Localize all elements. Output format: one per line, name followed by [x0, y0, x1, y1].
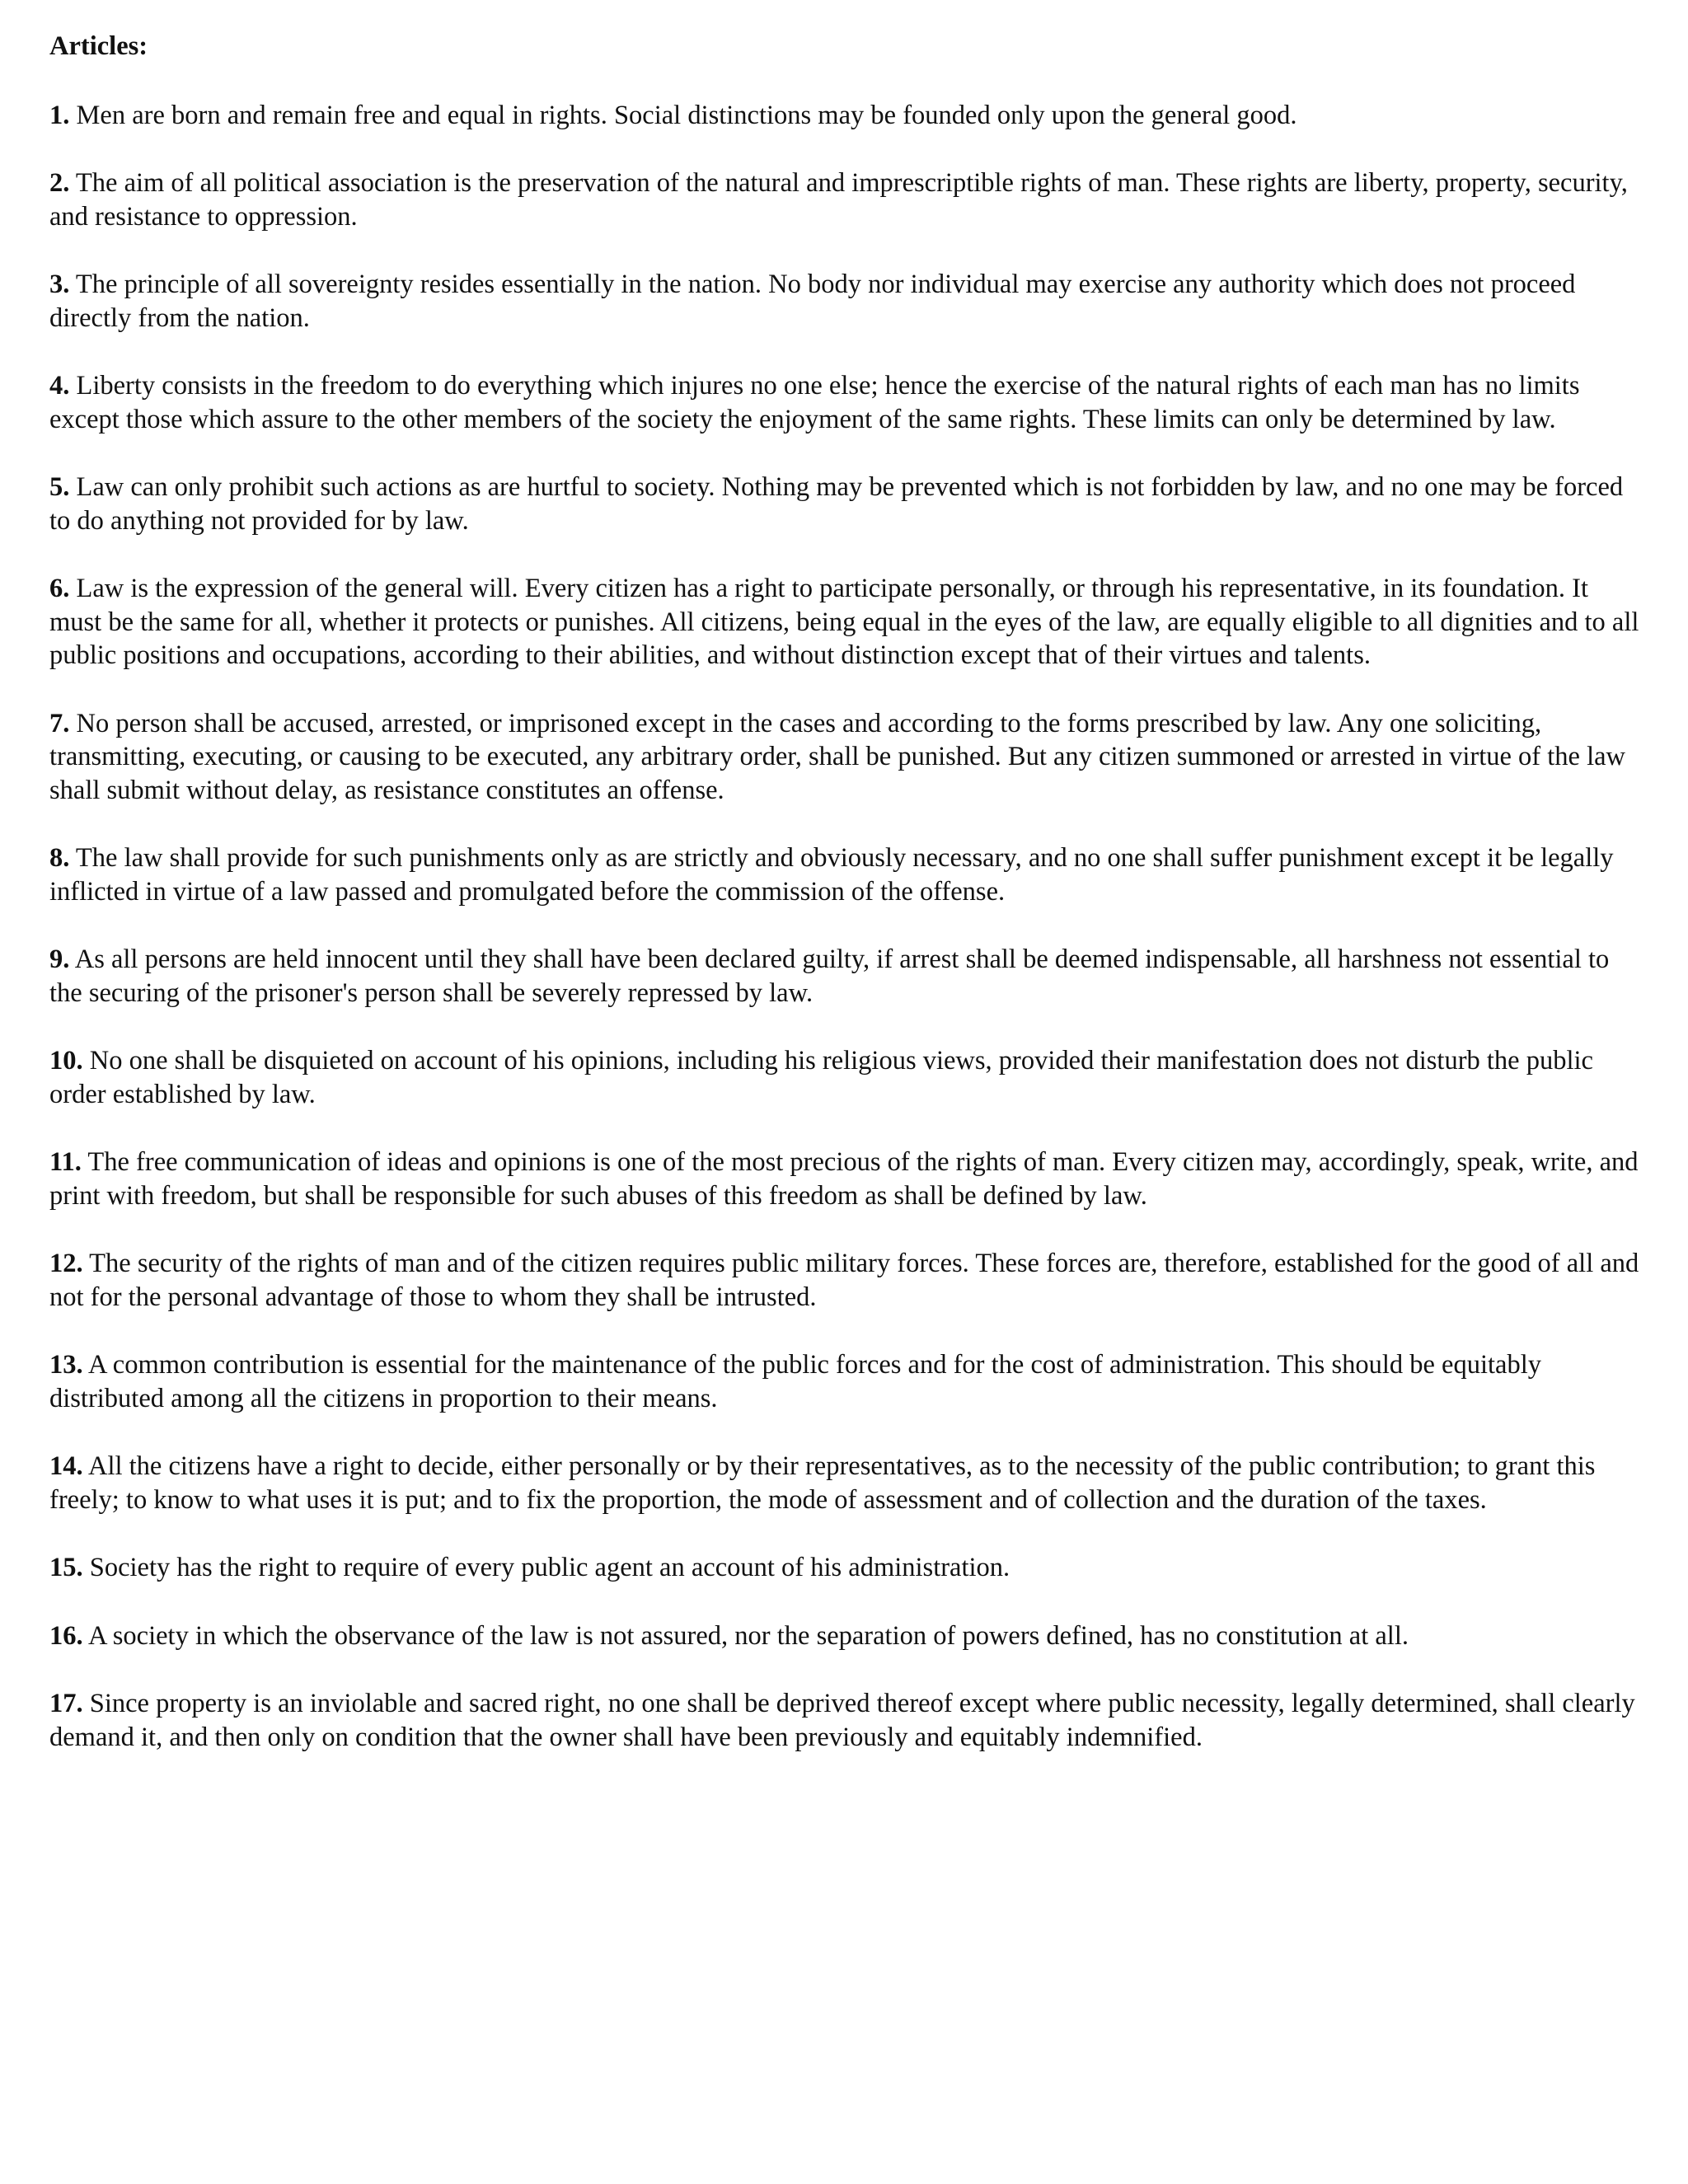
article-16: [49, 1619, 1645, 1653]
article-15: [49, 1551, 1645, 1585]
article-text: Since property is an inviolable and sacred right, no one shall be deprived thereof except where public necessity, legally determined, shall clearly demand it, and then only on condition that the owner shall have been previously and equitably indemnified.: [49, 1689, 1635, 1752]
article-3: [49, 268, 1645, 335]
article-text: The law shall provide for such punishments only as are strictly and obviously necessary, and no one shall suffer punishment except it be legally inflicted in virtue of a law passed and promulgated before the commission of the offense.: [49, 843, 1614, 907]
article-7: [49, 707, 1645, 808]
article-number: 10.: [49, 1046, 83, 1076]
article-text: The free communication of ideas and opinions is one of the most precious of the rights of man. Every citizen may, accordingly, speak, write, and print with freedom, but shall be responsible for such abuses of this freedom as shall be defined by law.: [49, 1147, 1639, 1211]
article-14: [49, 1450, 1645, 1516]
article-number: 13.: [49, 1350, 83, 1380]
article-10: [49, 1044, 1645, 1111]
article-13: [49, 1348, 1645, 1415]
article-text: As all persons are held innocent until they shall have been declared guilty, if arrest shall be deemed indispensable, all harshness not essential to the securing of the prisoner's person shall be severely repressed by law.: [49, 944, 1610, 1008]
article-number: 6.: [49, 574, 70, 603]
article-text: Liberty consists in the freedom to do everything which injures no one else; hence the exercise of the natural rights of each man has no limits except those which assure to the other members of the society the enjoyment of the same rights. These limits can only be determined by law.: [49, 371, 1580, 434]
article-number: 15.: [49, 1553, 83, 1582]
article-4: [49, 369, 1645, 436]
article-text: A society in which the observance of the law is not assured, nor the separation of powers defined, has no constitution at all.: [87, 1620, 1409, 1651]
article-2: [49, 166, 1645, 233]
articles-heading: Articles:: [49, 31, 148, 61]
article-number: 16.: [49, 1620, 83, 1651]
article-text: The principle of all sovereignty resides essentially in the nation. No body nor individual may exercise any authority which does not proceed directly from the nation.: [49, 269, 1576, 333]
article-5: [49, 471, 1645, 537]
article-number: 14.: [49, 1451, 83, 1481]
article-17: [49, 1687, 1645, 1754]
article-number: 4.: [49, 371, 70, 401]
article-number: 17.: [49, 1689, 83, 1718]
article-number: 12.: [49, 1249, 83, 1278]
article-text: The aim of all political association is the preservation of the natural and imprescriptible rights of man. These rights are liberty, property, security, and resistance to oppression.: [49, 168, 1628, 232]
article-8: [49, 841, 1645, 908]
article-number: 8.: [49, 843, 70, 873]
article-number: 2.: [49, 168, 70, 198]
article-11: [49, 1146, 1645, 1212]
article-text: No person shall be accused, arrested, or imprisoned except in the cases and according to the forms prescribed by law. Any one soliciting, transmitting, executing, or causing to be executed, any arbitrary order, shall be punished. But any citizen summoned or arrested in virtue of the law shall submit without delay, as resistance constitutes an offense.: [49, 708, 1626, 805]
article-text: No one shall be disquieted on account of his opinions, including his religious views, provided their manifestation does not disturb the public order established by law.: [49, 1046, 1593, 1109]
article-text: Law can only prohibit such actions as are hurtful to society. Nothing may be prevented which is not forbidden by law, and no one may be forced to do anything not provided for by law.: [49, 472, 1624, 536]
article-9: [49, 943, 1645, 1010]
article-number: 9.: [49, 944, 70, 974]
document-page: [49, 30, 1645, 1788]
article-12: [49, 1247, 1645, 1314]
article-6: [49, 572, 1645, 673]
article-text: Law is the expression of the general will. Every citizen has a right to participate personally, or through his representative, in its foundation. It must be the same for all, whether it protects or punishes. All citizens, being equal in the eyes of the law, are equally eligible to all dignities and to all public positions and occupations, according to their abilities, and without distinction except that of their virtues and talents.: [49, 574, 1639, 670]
article-number: 3.: [49, 269, 70, 299]
article-number: 1.: [49, 100, 70, 130]
article-1: [49, 99, 1645, 133]
article-text: Men are born and remain free and equal in rights. Social distinctions may be founded only upon the general good.: [76, 100, 1297, 130]
article-number: 11.: [49, 1147, 82, 1177]
article-number: 7.: [49, 708, 70, 738]
article-text: Society has the right to require of every public agent an account of his administration.: [89, 1553, 1010, 1582]
article-text: A common contribution is essential for the maintenance of the public forces and for the cost of administration. This should be equitably distributed among all the citizens in proportion to their means.: [49, 1350, 1541, 1413]
article-text: All the citizens have a right to decide, either personally or by their representatives, as to the necessity of the public contribution; to grant this freely; to know to what uses it is put; and to fix the proportion, the mode of assessment and of collection and the duration of the taxes.: [49, 1451, 1596, 1515]
article-number: 5.: [49, 472, 70, 502]
article-text: The security of the rights of man and of the citizen requires public military forces. These forces are, therefore, established for the good of all and not for the personal advantage of those to whom they shall be intrusted.: [49, 1249, 1639, 1312]
